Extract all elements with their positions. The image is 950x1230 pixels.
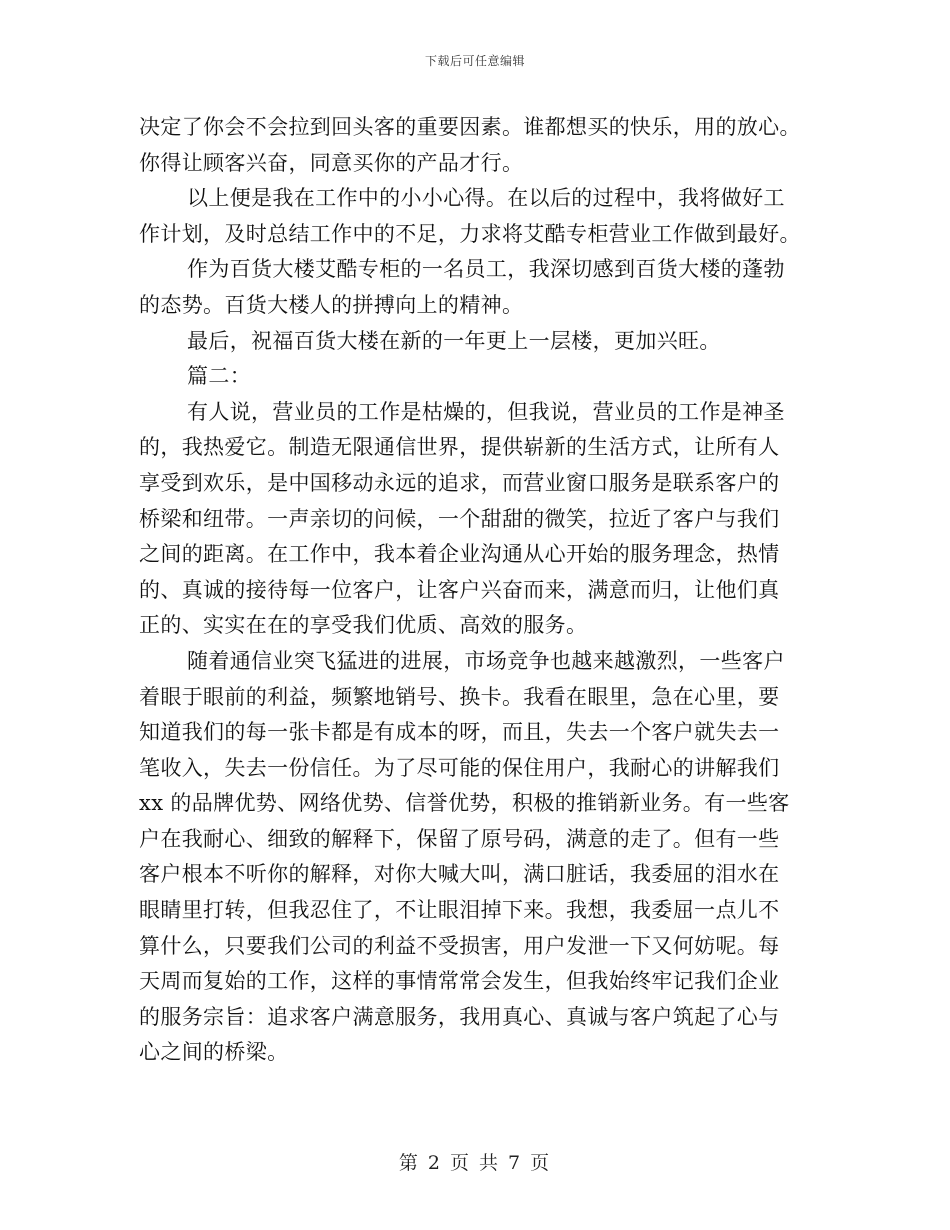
text-line: 以上便是我在工作中的小小心得。在以后的过程中，我将做好工 <box>187 186 785 211</box>
text-line: 心之间的桥梁。 <box>139 1040 289 1065</box>
text-line: 的服务宗旨：追求客户满意服务，我用真心、真诚与客户筑起了心与 <box>139 1004 780 1029</box>
text-line: 之间的距离。在工作中，我本着企业沟通从心开始的服务理念，热情 <box>139 542 780 567</box>
text-line: 的，我热爱它。制造无限通信世界，提供崭新的生活方式，让所有人 <box>139 435 780 460</box>
text-line: 眼睛里打转，但我忍住了，不让眼泪掉下来。我想，我委屈一点儿不 <box>139 898 780 923</box>
text-line: 笔收入，失去一份信任。为了尽可能的保住用户，我耐心的讲解我们 <box>139 755 780 780</box>
text-line: 篇二： <box>187 364 252 389</box>
text-line: 你得让顾客兴奋，同意买你的产品才行。 <box>139 150 524 175</box>
text-line: 着眼于眼前的利益，频繁地销号、换卡。我看在眼里，急在心里，要 <box>139 684 780 709</box>
document-body <box>139 110 815 1071</box>
text-line: 天周而复始的工作，这样的事情常常会发生，但我始终牢记我们企业 <box>139 969 780 994</box>
text-line: 知道我们的每一张卡都是有成本的呀，而且，失去一个客户就失去一 <box>139 720 780 745</box>
text-line: 决定了你会不会拉到回头客的重要因素。谁都想买的快乐，用的放心。 <box>139 115 801 139</box>
text-line: 随着通信业突飞猛进的进展，市场竞争也越来越激烈，一些客户 <box>187 648 785 673</box>
page-header: 下载后可任意编辑 <box>424 54 525 68</box>
text-line: 作为百货大楼艾酷专柜的一名员工，我深切感到百货大楼的蓬勃 <box>187 257 785 282</box>
text-line: 客户根本不听你的解释，对你大喊大叫，满口脏话，我委屈的泪水在 <box>139 862 780 887</box>
text-line: 算什么，只要我们公司的利益不受损害，用户发泄一下又何妨呢。每 <box>139 933 780 958</box>
text-line: 有人说，营业员的工作是枯燥的，但我说，营业员的工作是神圣 <box>187 399 785 424</box>
text-line: 正的、实实在在的享受我们优质、高效的服务。 <box>139 613 588 638</box>
text-line: 的态势。百货大楼人的拼搏向上的精神。 <box>139 292 524 317</box>
text-line: 户在我耐心、细致的解释下，保留了原号码，满意的走了。但有一些 <box>139 826 780 851</box>
text-line: 的、真诚的接待每一位客户，让客户兴奋而来，满意而归，让他们真 <box>139 577 780 602</box>
text-line: 作计划，及时总结工作中的不足，力求将艾酷专柜营业工作做到最好。 <box>139 221 801 246</box>
text-line: 享受到欢乐，是中国移动永远的追求，而营业窗口服务是联系客户的 <box>139 470 780 495</box>
text-line: 桥梁和纽带。一声亲切的问候，一个甜甜的微笑，拉近了客户与我们 <box>139 506 780 531</box>
text-line: 最后，祝福百货大楼在新的一年更上一层楼，更加兴旺。 <box>187 328 721 353</box>
page-number-footer: 第 2 页 共 7 页 <box>398 1152 552 1174</box>
text-line: xx 的品牌优势、网络优势、信誉优势，积极的推销新业务。有一些客 <box>139 791 790 816</box>
